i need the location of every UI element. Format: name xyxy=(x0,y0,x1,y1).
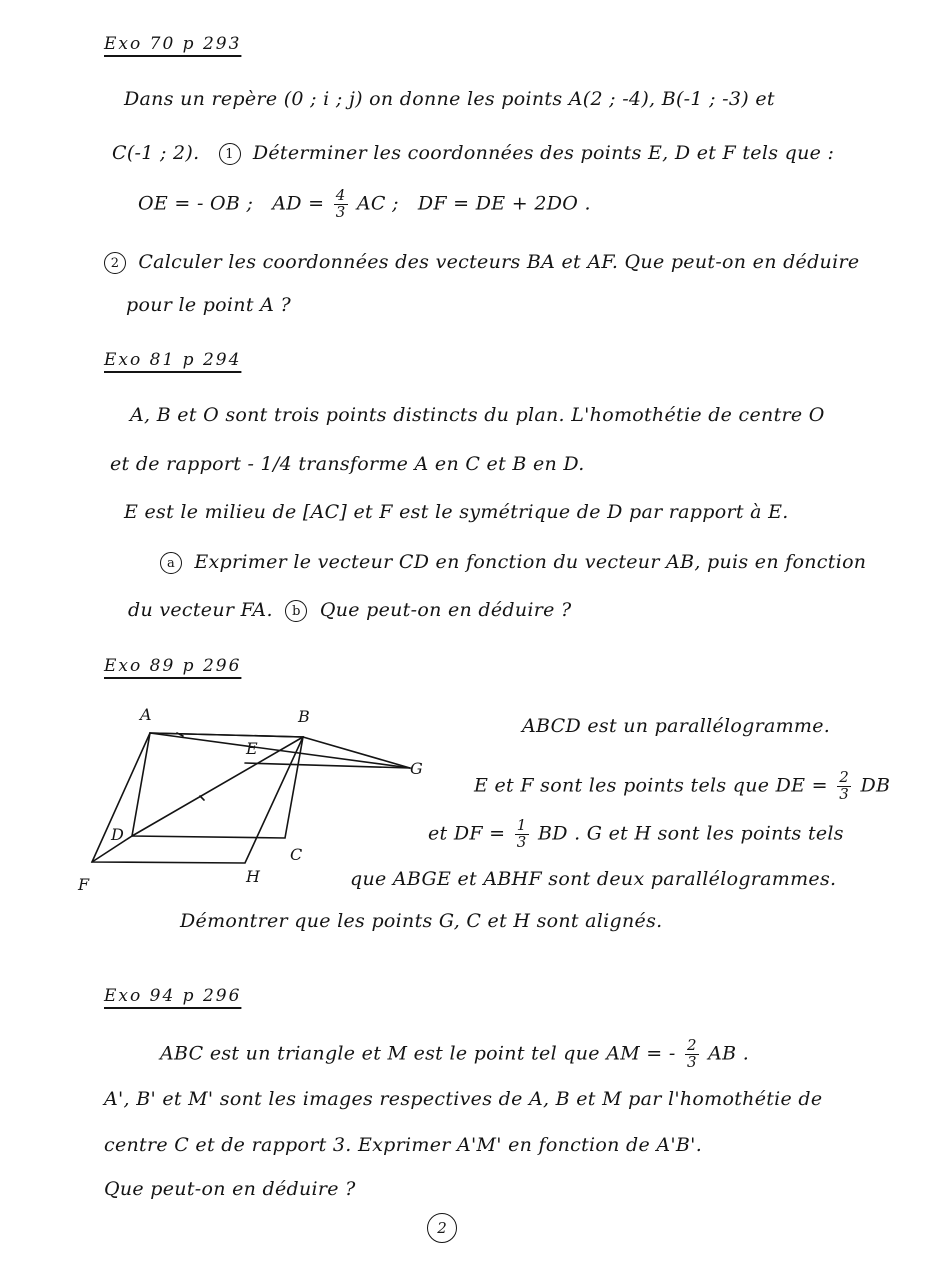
exercise-text: Que peut-on en déduire ? xyxy=(319,599,572,621)
exercise-text-line xyxy=(104,252,859,274)
question-marker: 1 xyxy=(219,143,241,165)
fraction-denominator: 3 xyxy=(516,832,527,851)
parallelogram-abcd xyxy=(132,733,303,838)
exercise-text: et DF = xyxy=(428,822,506,845)
label-c: C xyxy=(290,845,303,864)
fraction-numerator: 2 xyxy=(686,1036,697,1054)
diagonal-bd xyxy=(132,737,303,836)
exercise-text-line xyxy=(474,770,890,803)
exercise-text-line: et de rapport - 1/4 transforme A en C et B en D. xyxy=(110,453,585,475)
exercise-text: C(-1 ; 2). xyxy=(112,142,200,164)
fraction-numerator: 2 xyxy=(839,768,850,786)
fraction-denominator: 3 xyxy=(335,202,346,221)
line-eg xyxy=(245,763,410,768)
page-number: 2 xyxy=(427,1213,457,1243)
exercise-text: BD . G et H sont les points tels xyxy=(537,822,844,845)
exercise-text-line: A, B et O sont trois points distincts du plan. L'homothétie de centre O xyxy=(130,404,825,426)
exercise-title: Exo 70 p 293 xyxy=(104,34,242,54)
exercise-text-line: pour le point A ? xyxy=(126,294,291,316)
exercise-text-line xyxy=(112,143,834,165)
exercise-text: AD = xyxy=(272,192,325,215)
question-marker: 2 xyxy=(104,252,126,274)
line-bg xyxy=(303,737,410,768)
exercise-text: Exprimer le vecteur CD en fonction du vecteur AB, puis en fonction xyxy=(194,551,867,573)
fraction-denominator: 3 xyxy=(839,784,850,803)
exercise-title: Exo 81 p 294 xyxy=(104,350,242,370)
fraction xyxy=(515,818,529,851)
label-a: A xyxy=(140,705,152,724)
exercise-title: Exo 89 p 296 xyxy=(104,656,242,676)
exercise-text-line: que ABGE et ABHF sont deux parallélogrammes. xyxy=(350,868,837,890)
fraction-numerator: 1 xyxy=(516,816,527,834)
exercise-text-line: ABCD est un parallélogramme. xyxy=(522,715,831,737)
label-b: B xyxy=(298,707,310,726)
label-h: H xyxy=(246,867,260,886)
exercise-text-line: Dans un repère (0 ; i ; j) on donne les points A(2 ; -4), B(-1 ; -3) et xyxy=(124,88,775,110)
question-marker: a xyxy=(160,552,182,574)
label-f: F xyxy=(78,875,90,894)
exercise-text-line xyxy=(138,188,591,221)
exercise-title: Exo 94 p 296 xyxy=(104,986,242,1006)
label-d: D xyxy=(111,825,124,844)
fraction xyxy=(837,770,851,803)
label-g: G xyxy=(410,759,423,778)
fraction-denominator: 3 xyxy=(686,1052,697,1071)
exercise-text: E et F sont les points tels que DE = xyxy=(474,774,828,797)
fraction xyxy=(334,188,348,221)
exercise-text: DF = DE + 2DO . xyxy=(417,192,591,215)
exercise-text-line xyxy=(160,1038,749,1071)
line-ag xyxy=(150,733,410,768)
exercise-text: ABC est un triangle et M est le point tel que AM = - xyxy=(160,1042,676,1065)
exercise-text: Déterminer les coordonnées des points E, D et F tels que : xyxy=(252,142,835,164)
label-e: E xyxy=(246,739,258,758)
midpoint-tick xyxy=(200,796,204,800)
exercise-text-line: E est le milieu de [AC] et F est le symétrique de D par rapport à E. xyxy=(124,501,789,523)
exercise-text: DB xyxy=(860,774,891,797)
fraction-numerator: 4 xyxy=(335,186,346,204)
fraction xyxy=(685,1038,699,1071)
exercise-text-line xyxy=(428,818,844,851)
exercise-text-line: Que peut-on en déduire ? xyxy=(104,1178,356,1200)
exercise-text-line xyxy=(128,600,572,622)
exercise-text-line: centre C et de rapport 3. Exprimer A'M' en fonction de A'B'. xyxy=(104,1134,703,1156)
exercise-text-line: A', B' et M' sont les images respectives de A, B et M par l'homothétie de xyxy=(104,1088,823,1110)
question-marker: b xyxy=(285,600,307,622)
exercise-text: du vecteur FA. xyxy=(128,599,273,621)
exercise-text: Calculer les coordonnées des vecteurs BA et AF. Que peut-on en déduire xyxy=(138,251,860,273)
exercise-text-line xyxy=(160,552,866,574)
exercise-text: OE = - OB ; xyxy=(138,192,254,215)
exercise-text-line: Démontrer que les points G, C et H sont alignés. xyxy=(180,910,663,932)
exercise-text: AB . xyxy=(708,1042,750,1065)
exercise-text: AC ; xyxy=(356,192,399,215)
